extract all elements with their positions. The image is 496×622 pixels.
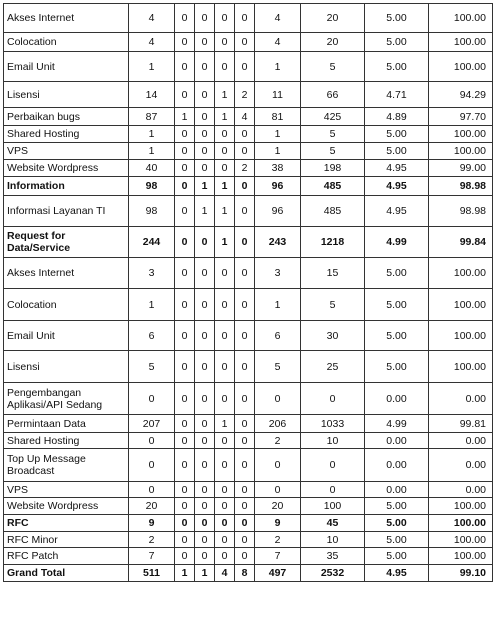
rating-4-cell: 0: [235, 126, 255, 143]
rating-1-cell: 0: [175, 82, 195, 108]
table-row: [4, 143, 493, 160]
rating-1-cell: 0: [175, 227, 195, 258]
average-cell: 4.95: [365, 565, 429, 582]
score-cell: 5: [301, 289, 365, 321]
total-count-cell: 1: [129, 126, 175, 143]
average-cell: 0.00: [365, 433, 429, 449]
service-name-cell: VPS: [4, 482, 129, 498]
service-name-cell: Email Unit: [4, 52, 129, 82]
total-count-cell: 98: [129, 196, 175, 227]
table-row: [4, 433, 493, 449]
percentage-cell: 100.00: [429, 4, 493, 33]
score-cell: 5: [301, 143, 365, 160]
service-name-cell: Informasi Layanan TI: [4, 196, 129, 227]
rating-4-cell: 0: [235, 433, 255, 449]
rating-5-cell: 243: [255, 227, 301, 258]
rating-1-cell: 0: [175, 160, 195, 177]
rating-3-cell: 1: [215, 227, 235, 258]
service-name-cell: Pengembangan Aplikasi/API Sedang: [4, 383, 129, 415]
rating-3-cell: 0: [215, 143, 235, 160]
rating-2-cell: 0: [195, 498, 215, 515]
score-cell: 1218: [301, 227, 365, 258]
table-row: [4, 383, 493, 415]
table-row: [4, 108, 493, 126]
average-cell: 5.00: [365, 321, 429, 351]
rating-2-cell: 0: [195, 383, 215, 415]
rating-5-cell: 6: [255, 321, 301, 351]
rating-1-cell: 0: [175, 515, 195, 532]
service-name-cell: VPS: [4, 143, 129, 160]
rating-4-cell: 0: [235, 4, 255, 33]
score-cell: 2532: [301, 565, 365, 582]
rating-2-cell: 0: [195, 321, 215, 351]
table-body: [4, 4, 493, 582]
average-cell: 5.00: [365, 289, 429, 321]
average-cell: 5.00: [365, 4, 429, 33]
percentage-cell: 0.00: [429, 433, 493, 449]
rating-2-cell: 0: [195, 82, 215, 108]
table-row-group: [4, 227, 493, 258]
rating-4-cell: 0: [235, 498, 255, 515]
rating-2-cell: 0: [195, 515, 215, 532]
rating-3-cell: 0: [215, 383, 235, 415]
total-count-cell: 0: [129, 383, 175, 415]
percentage-cell: 100.00: [429, 351, 493, 383]
total-count-cell: 207: [129, 415, 175, 433]
rating-5-cell: 0: [255, 383, 301, 415]
rating-1-cell: 0: [175, 449, 195, 482]
rating-2-cell: 0: [195, 4, 215, 33]
rating-5-cell: 1: [255, 126, 301, 143]
percentage-cell: 99.10: [429, 565, 493, 582]
total-count-cell: 40: [129, 160, 175, 177]
rating-4-cell: 0: [235, 351, 255, 383]
rating-2-cell: 0: [195, 351, 215, 383]
average-cell: 4.95: [365, 196, 429, 227]
rating-4-cell: 0: [235, 449, 255, 482]
table-row: [4, 258, 493, 289]
table-row: [4, 532, 493, 548]
total-count-cell: 87: [129, 108, 175, 126]
rating-5-cell: 1: [255, 52, 301, 82]
rating-2-cell: 0: [195, 532, 215, 548]
rating-5-cell: 1: [255, 289, 301, 321]
rating-3-cell: 0: [215, 321, 235, 351]
total-count-cell: 5: [129, 351, 175, 383]
rating-2-cell: 0: [195, 449, 215, 482]
percentage-cell: 100.00: [429, 52, 493, 82]
score-cell: 485: [301, 196, 365, 227]
rating-3-cell: 1: [215, 177, 235, 196]
rating-3-cell: 1: [215, 82, 235, 108]
rating-4-cell: 0: [235, 196, 255, 227]
rating-2-cell: 0: [195, 52, 215, 82]
score-cell: 0: [301, 449, 365, 482]
service-name-cell: Lisensi: [4, 351, 129, 383]
rating-3-cell: 0: [215, 548, 235, 565]
average-cell: 4.99: [365, 415, 429, 433]
average-cell: 5.00: [365, 548, 429, 565]
average-cell: 5.00: [365, 143, 429, 160]
rating-5-cell: 4: [255, 33, 301, 52]
rating-2-cell: 0: [195, 415, 215, 433]
rating-5-cell: 4: [255, 4, 301, 33]
rating-4-cell: 0: [235, 415, 255, 433]
table-row-group: [4, 565, 493, 582]
percentage-cell: 100.00: [429, 126, 493, 143]
rating-3-cell: 0: [215, 498, 235, 515]
table-row: [4, 33, 493, 52]
rating-4-cell: 0: [235, 143, 255, 160]
percentage-cell: 100.00: [429, 289, 493, 321]
average-cell: 0.00: [365, 449, 429, 482]
rating-2-cell: 1: [195, 565, 215, 582]
service-name-cell: Permintaan Data: [4, 415, 129, 433]
average-cell: 5.00: [365, 515, 429, 532]
average-cell: 0.00: [365, 482, 429, 498]
total-count-cell: 0: [129, 433, 175, 449]
score-cell: 10: [301, 433, 365, 449]
rating-2-cell: 0: [195, 160, 215, 177]
satisfaction-report-table: [3, 3, 493, 582]
percentage-cell: 100.00: [429, 258, 493, 289]
rating-5-cell: 96: [255, 196, 301, 227]
rating-5-cell: 11: [255, 82, 301, 108]
service-name-cell: Perbaikan bugs: [4, 108, 129, 126]
rating-3-cell: 1: [215, 196, 235, 227]
rating-4-cell: 0: [235, 258, 255, 289]
rating-4-cell: 0: [235, 515, 255, 532]
service-name-cell: RFC: [4, 515, 129, 532]
rating-5-cell: 96: [255, 177, 301, 196]
rating-2-cell: 0: [195, 143, 215, 160]
score-cell: 35: [301, 548, 365, 565]
service-name-cell: Email Unit: [4, 321, 129, 351]
average-cell: 4.71: [365, 82, 429, 108]
score-cell: 1033: [301, 415, 365, 433]
rating-5-cell: 0: [255, 482, 301, 498]
total-count-cell: 1: [129, 52, 175, 82]
rating-1-cell: 0: [175, 415, 195, 433]
rating-3-cell: 4: [215, 565, 235, 582]
total-count-cell: 2: [129, 532, 175, 548]
percentage-cell: 0.00: [429, 482, 493, 498]
average-cell: 5.00: [365, 532, 429, 548]
rating-3-cell: 1: [215, 415, 235, 433]
percentage-cell: 99.00: [429, 160, 493, 177]
rating-5-cell: 2: [255, 433, 301, 449]
rating-5-cell: 2: [255, 532, 301, 548]
total-count-cell: 4: [129, 33, 175, 52]
score-cell: 45: [301, 515, 365, 532]
total-count-cell: 7: [129, 548, 175, 565]
rating-1-cell: 0: [175, 321, 195, 351]
total-count-cell: 0: [129, 482, 175, 498]
rating-3-cell: 0: [215, 449, 235, 482]
rating-1-cell: 0: [175, 143, 195, 160]
score-cell: 485: [301, 177, 365, 196]
rating-4-cell: 0: [235, 383, 255, 415]
table-row: [4, 415, 493, 433]
score-cell: 66: [301, 82, 365, 108]
score-cell: 20: [301, 33, 365, 52]
table-row: [4, 196, 493, 227]
rating-5-cell: 5: [255, 351, 301, 383]
percentage-cell: 98.98: [429, 177, 493, 196]
rating-2-cell: 0: [195, 258, 215, 289]
report-table-container: [3, 3, 493, 582]
rating-2-cell: 0: [195, 126, 215, 143]
service-name-cell: Shared Hosting: [4, 126, 129, 143]
rating-1-cell: 0: [175, 351, 195, 383]
rating-4-cell: 0: [235, 52, 255, 82]
percentage-cell: 100.00: [429, 548, 493, 565]
rating-3-cell: 0: [215, 289, 235, 321]
rating-5-cell: 3: [255, 258, 301, 289]
service-name-cell: Website Wordpress: [4, 160, 129, 177]
percentage-cell: 99.84: [429, 227, 493, 258]
rating-1-cell: 0: [175, 126, 195, 143]
average-cell: 4.99: [365, 227, 429, 258]
rating-5-cell: 1: [255, 143, 301, 160]
rating-2-cell: 1: [195, 177, 215, 196]
total-count-cell: 3: [129, 258, 175, 289]
rating-3-cell: 0: [215, 52, 235, 82]
service-name-cell: Colocation: [4, 33, 129, 52]
rating-3-cell: 0: [215, 33, 235, 52]
rating-3-cell: 0: [215, 4, 235, 33]
total-count-cell: 0: [129, 449, 175, 482]
total-count-cell: 244: [129, 227, 175, 258]
table-row: [4, 351, 493, 383]
rating-1-cell: 0: [175, 52, 195, 82]
rating-3-cell: 0: [215, 351, 235, 383]
percentage-cell: 100.00: [429, 498, 493, 515]
percentage-cell: 100.00: [429, 33, 493, 52]
score-cell: 30: [301, 321, 365, 351]
rating-4-cell: 2: [235, 160, 255, 177]
rating-4-cell: 0: [235, 227, 255, 258]
rating-5-cell: 7: [255, 548, 301, 565]
table-row: [4, 321, 493, 351]
score-cell: 0: [301, 482, 365, 498]
table-row: [4, 548, 493, 565]
table-row: [4, 82, 493, 108]
rating-1-cell: 0: [175, 196, 195, 227]
total-count-cell: 1: [129, 143, 175, 160]
percentage-cell: 98.98: [429, 196, 493, 227]
table-row: [4, 289, 493, 321]
percentage-cell: 0.00: [429, 449, 493, 482]
score-cell: 198: [301, 160, 365, 177]
score-cell: 5: [301, 52, 365, 82]
rating-4-cell: 0: [235, 548, 255, 565]
rating-4-cell: 0: [235, 321, 255, 351]
service-name-cell: Akses Internet: [4, 4, 129, 33]
percentage-cell: 94.29: [429, 82, 493, 108]
table-row: [4, 498, 493, 515]
rating-1-cell: 0: [175, 258, 195, 289]
average-cell: 5.00: [365, 33, 429, 52]
rating-2-cell: 0: [195, 482, 215, 498]
service-name-cell: RFC Minor: [4, 532, 129, 548]
rating-1-cell: 1: [175, 565, 195, 582]
rating-1-cell: 0: [175, 383, 195, 415]
service-name-cell: Colocation: [4, 289, 129, 321]
total-count-cell: 6: [129, 321, 175, 351]
rating-5-cell: 206: [255, 415, 301, 433]
score-cell: 15: [301, 258, 365, 289]
service-name-cell: Grand Total: [4, 565, 129, 582]
average-cell: 5.00: [365, 351, 429, 383]
rating-5-cell: 81: [255, 108, 301, 126]
average-cell: 5.00: [365, 498, 429, 515]
rating-2-cell: 0: [195, 33, 215, 52]
rating-3-cell: 0: [215, 515, 235, 532]
total-count-cell: 9: [129, 515, 175, 532]
service-name-cell: Akses Internet: [4, 258, 129, 289]
percentage-cell: 100.00: [429, 143, 493, 160]
rating-5-cell: 9: [255, 515, 301, 532]
service-name-cell: Top Up Message Broadcast: [4, 449, 129, 482]
rating-5-cell: 0: [255, 449, 301, 482]
rating-3-cell: 1: [215, 108, 235, 126]
rating-4-cell: 0: [235, 33, 255, 52]
rating-2-cell: 0: [195, 548, 215, 565]
rating-5-cell: 38: [255, 160, 301, 177]
rating-2-cell: 0: [195, 433, 215, 449]
score-cell: 10: [301, 532, 365, 548]
percentage-cell: 97.70: [429, 108, 493, 126]
rating-1-cell: 0: [175, 177, 195, 196]
rating-2-cell: 1: [195, 196, 215, 227]
average-cell: 4.89: [365, 108, 429, 126]
average-cell: 4.95: [365, 177, 429, 196]
total-count-cell: 4: [129, 4, 175, 33]
rating-2-cell: 0: [195, 289, 215, 321]
rating-1-cell: 0: [175, 4, 195, 33]
rating-1-cell: 0: [175, 482, 195, 498]
rating-5-cell: 497: [255, 565, 301, 582]
rating-3-cell: 0: [215, 532, 235, 548]
average-cell: 4.95: [365, 160, 429, 177]
service-name-cell: Information: [4, 177, 129, 196]
rating-4-cell: 2: [235, 82, 255, 108]
average-cell: 5.00: [365, 126, 429, 143]
total-count-cell: 1: [129, 289, 175, 321]
score-cell: 0: [301, 383, 365, 415]
service-name-cell: Lisensi: [4, 82, 129, 108]
table-row: [4, 160, 493, 177]
service-name-cell: RFC Patch: [4, 548, 129, 565]
rating-4-cell: 0: [235, 177, 255, 196]
table-row-group: [4, 515, 493, 532]
table-row-group: [4, 177, 493, 196]
service-name-cell: Request for Data/Service: [4, 227, 129, 258]
rating-3-cell: 0: [215, 160, 235, 177]
service-name-cell: Website Wordpress: [4, 498, 129, 515]
total-count-cell: 14: [129, 82, 175, 108]
rating-3-cell: 0: [215, 126, 235, 143]
rating-4-cell: 8: [235, 565, 255, 582]
rating-1-cell: 0: [175, 498, 195, 515]
table-row: [4, 4, 493, 33]
rating-1-cell: 0: [175, 33, 195, 52]
rating-1-cell: 1: [175, 108, 195, 126]
rating-1-cell: 0: [175, 289, 195, 321]
service-name-cell: Shared Hosting: [4, 433, 129, 449]
score-cell: 425: [301, 108, 365, 126]
rating-3-cell: 0: [215, 433, 235, 449]
rating-1-cell: 0: [175, 532, 195, 548]
score-cell: 5: [301, 126, 365, 143]
total-count-cell: 511: [129, 565, 175, 582]
table-row: [4, 449, 493, 482]
rating-1-cell: 0: [175, 433, 195, 449]
average-cell: 5.00: [365, 258, 429, 289]
score-cell: 25: [301, 351, 365, 383]
total-count-cell: 98: [129, 177, 175, 196]
rating-4-cell: 0: [235, 532, 255, 548]
table-row: [4, 482, 493, 498]
percentage-cell: 100.00: [429, 532, 493, 548]
rating-3-cell: 0: [215, 482, 235, 498]
percentage-cell: 100.00: [429, 515, 493, 532]
percentage-cell: 100.00: [429, 321, 493, 351]
rating-5-cell: 20: [255, 498, 301, 515]
rating-2-cell: 0: [195, 108, 215, 126]
rating-3-cell: 0: [215, 258, 235, 289]
rating-4-cell: 0: [235, 482, 255, 498]
table-row: [4, 126, 493, 143]
score-cell: 100: [301, 498, 365, 515]
rating-4-cell: 0: [235, 289, 255, 321]
rating-1-cell: 0: [175, 548, 195, 565]
average-cell: 5.00: [365, 52, 429, 82]
percentage-cell: 0.00: [429, 383, 493, 415]
total-count-cell: 20: [129, 498, 175, 515]
percentage-cell: 99.81: [429, 415, 493, 433]
average-cell: 0.00: [365, 383, 429, 415]
rating-2-cell: 0: [195, 227, 215, 258]
score-cell: 20: [301, 4, 365, 33]
rating-4-cell: 4: [235, 108, 255, 126]
table-row: [4, 52, 493, 82]
